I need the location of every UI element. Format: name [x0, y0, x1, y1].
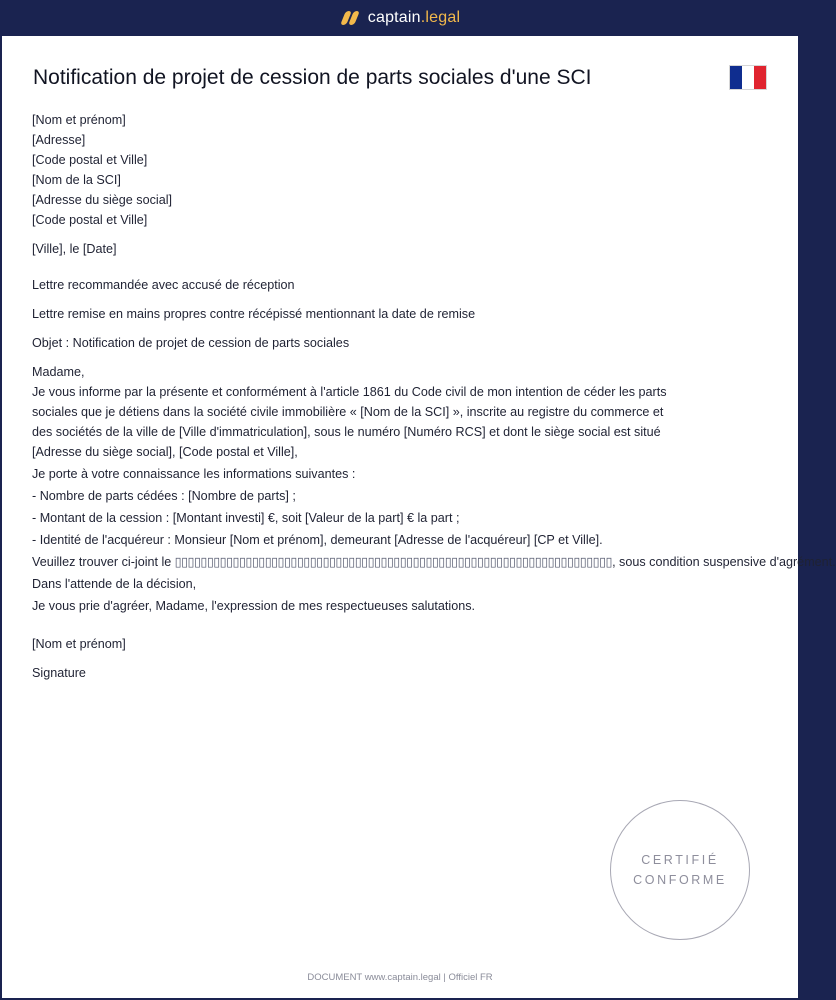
sender-block — [32, 110, 777, 230]
stamp-line-1: CERTIFIÉ — [641, 853, 719, 867]
intro-line: sociales que je détiens dans la société civile immobilière « [Nom de la SCI] », inscrite au registre du commerce et — [32, 405, 664, 419]
recipient-address: [Adresse du siège social] — [32, 193, 173, 207]
signature-label: Signature — [32, 666, 86, 680]
footer-text: DOCUMENT www.captain.legal | Officiel FR — [307, 972, 493, 983]
hand-delivery-line: Lettre remise en mains propres contre récépissé mentionnant la date de remise — [32, 307, 476, 321]
brand-logo[interactable] — [340, 9, 460, 27]
date-line: [Ville], le [Date] — [32, 242, 117, 256]
brand-name: captain — [367, 9, 421, 26]
salutation: Madame, — [32, 365, 85, 379]
intro-paragraph — [32, 382, 777, 462]
attachment-suffix: , sous condition suspensive d'agrément. — [612, 555, 836, 569]
sender-city: [Code postal et Ville] — [32, 153, 148, 167]
intro-line: [Adresse du siège social], [Code postal et Ville], — [32, 445, 298, 459]
stamp-line-2: CONFORME — [633, 873, 727, 887]
recipient-sci-name: [Nom de la SCI] — [32, 173, 121, 187]
pending-line: Dans l'attende de la décision, — [32, 577, 197, 591]
closing-line: Je vous prie d'agréer, Madame, l'expression de mes respectueuses salutations. — [32, 599, 476, 613]
item-shares-count: - Nombre de parts cédées : [Nombre de parts] ; — [32, 489, 296, 503]
sender-address: [Adresse] — [32, 133, 86, 147]
brand-extension: .legal — [420, 9, 461, 26]
captain-legal-logo-icon — [340, 10, 360, 26]
attachment-line — [32, 552, 836, 572]
redacted-text: ▯▯▯▯▯▯▯▯▯▯▯▯▯▯▯▯▯▯▯▯▯▯▯▯▯▯▯▯▯▯▯▯▯▯▯▯▯▯▯▯▯▯▯▯▯▯▯▯▯▯▯▯▯▯▯▯▯▯▯▯▯▯▯▯▯▯▯▯ — [174, 555, 613, 569]
france-flag-icon — [729, 65, 767, 90]
document-page — [2, 36, 836, 998]
info-intro: Je porte à votre connaissance les informations suivantes : — [32, 467, 356, 481]
recipient-city: [Code postal et Ville] — [32, 213, 148, 227]
registered-mail-line: Lettre recommandée avec accusé de réception — [32, 278, 295, 292]
item-sale-amount: - Montant de la cession : [Montant investi] €, soit [Valeur de la part] € la part ; — [32, 511, 460, 525]
document-title: Notification de projet de cession de parts sociales d'une SCI — [33, 66, 592, 89]
signature-name: [Nom et prénom] — [32, 637, 126, 651]
item-buyer-identity: - Identité de l'acquéreur : Monsieur [Nom et prénom], demeurant [Adresse de l'acquéreur] [CP et Ville]. — [32, 533, 603, 547]
certified-stamp — [610, 800, 750, 940]
attachment-prefix: Veuillez trouver ci-joint le — [32, 555, 175, 569]
intro-line: des sociétés de la ville de [Ville d'immatriculation], sous le numéro [Numéro RCS] et dont le siège social est situé — [32, 425, 661, 439]
subject-line: Objet : Notification de projet de cession de parts sociales — [32, 336, 350, 350]
intro-line: Je vous informe par la présente et conformément à l'article 1861 du Code civil de mon intention de céder les parts — [32, 385, 667, 399]
letter-body — [32, 110, 836, 683]
sender-name: [Nom et prénom] — [32, 113, 126, 127]
top-bar — [0, 0, 800, 36]
